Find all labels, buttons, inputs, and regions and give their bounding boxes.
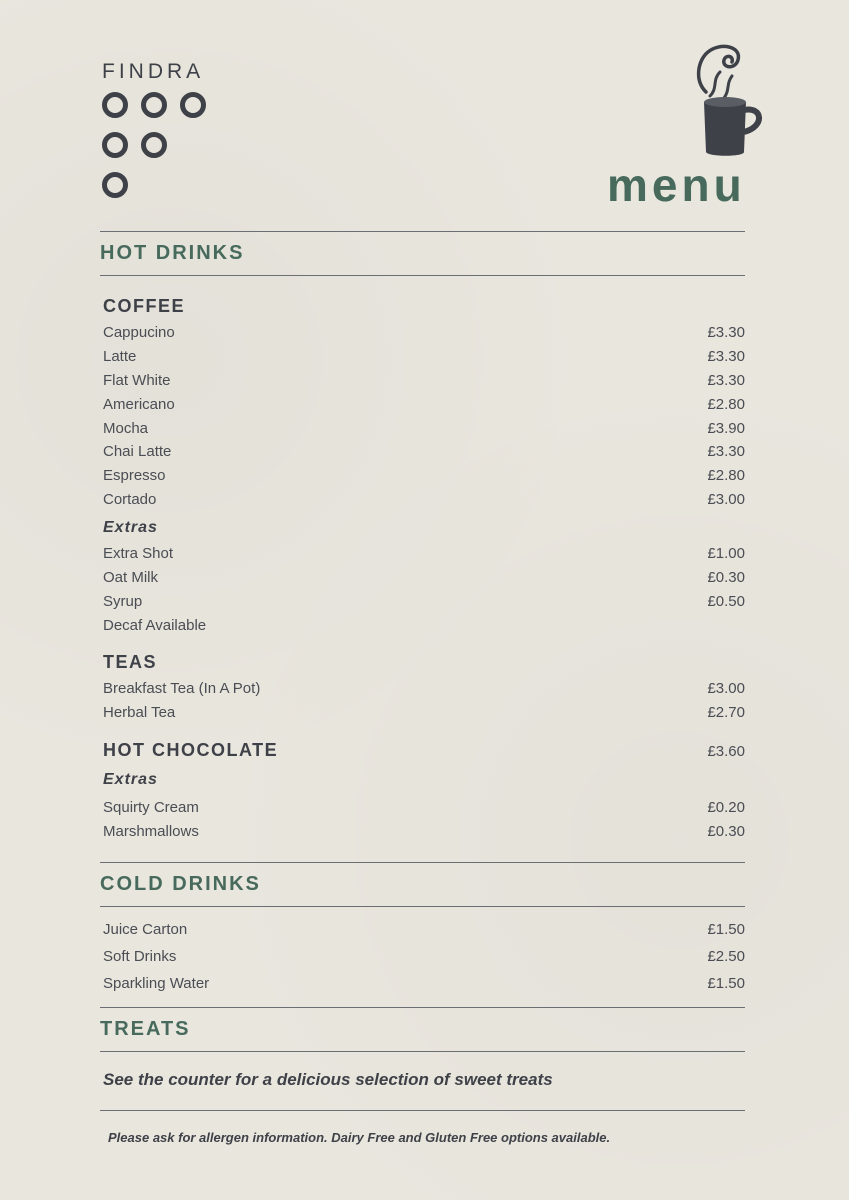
- brand-rings-logo: [102, 92, 212, 202]
- item-name: Breakfast Tea (In A Pot): [103, 680, 261, 697]
- item-name: Soft Drinks: [103, 948, 177, 965]
- item-price: £3.30: [707, 372, 745, 389]
- item-price: £3.00: [707, 491, 745, 508]
- menu-item: [103, 948, 745, 968]
- item-price: £3.00: [707, 680, 745, 697]
- item-price: £1.50: [707, 921, 745, 938]
- menu-title: menu: [607, 159, 746, 211]
- menu-item: [103, 467, 745, 487]
- subsection-title-coffee: COFFEE: [103, 296, 186, 316]
- menu-item: [103, 823, 745, 843]
- item-name: Cappucino: [103, 324, 175, 341]
- divider: [100, 1007, 745, 1008]
- ring-icon: [141, 132, 167, 158]
- extras-title: Extras: [103, 771, 158, 788]
- menu-item: [103, 324, 745, 344]
- brand-name: FINDRA: [102, 60, 205, 83]
- item-name: Chai Latte: [103, 443, 172, 460]
- divider: [100, 906, 745, 907]
- subsection-title-teas: TEAS: [103, 652, 158, 672]
- menu-item: [103, 545, 745, 565]
- menu-item: [103, 372, 745, 392]
- divider: [100, 1051, 745, 1052]
- item-price: £3.30: [707, 443, 745, 460]
- section-title-cold-drinks: COLD DRINKS: [100, 873, 261, 895]
- menu-logo: [600, 40, 770, 210]
- item-name: Juice Carton: [103, 921, 188, 938]
- item-name: Espresso: [103, 467, 166, 484]
- item-price: £3.90: [707, 420, 745, 437]
- ring-icon: [141, 92, 167, 118]
- allergen-note: Please ask for allergen information. Dairy Free and Gluten Free options available.: [108, 1130, 611, 1145]
- divider: [100, 1110, 745, 1111]
- item-name: Decaf Available: [103, 617, 207, 634]
- ring-icon: [102, 92, 128, 118]
- menu-item: [103, 799, 745, 819]
- item-price: £2.80: [707, 396, 745, 413]
- item-price: £0.30: [707, 569, 745, 586]
- item-price: £1.50: [707, 975, 745, 992]
- menu-item: [103, 617, 745, 637]
- item-price: £2.80: [707, 467, 745, 484]
- item-name: Flat White: [103, 372, 171, 389]
- item-price: £0.30: [707, 823, 745, 840]
- section-title-treats: TREATS: [100, 1018, 191, 1040]
- menu-item: [103, 569, 745, 589]
- item-name: Latte: [103, 348, 137, 365]
- ring-icon: [102, 132, 128, 158]
- hot-chocolate-price: £3.60: [707, 743, 745, 760]
- item-price: £0.50: [707, 593, 745, 610]
- subsection-title-hot-chocolate: HOT CHOCOLATE: [103, 740, 279, 760]
- menu-item: [103, 680, 745, 700]
- item-name: Oat Milk: [103, 569, 159, 586]
- menu-item: [103, 704, 745, 724]
- treats-description: See the counter for a delicious selection of sweet treats: [103, 1070, 553, 1089]
- item-name: Extra Shot: [103, 545, 174, 562]
- ring-icon: [180, 92, 206, 118]
- section-title-hot-drinks: HOT DRINKS: [100, 242, 245, 264]
- item-price: £1.00: [707, 545, 745, 562]
- coffee-mug-icon: [694, 40, 769, 165]
- item-name: Sparkling Water: [103, 975, 210, 992]
- extras-title: Extras: [103, 519, 158, 536]
- menu-item: [103, 420, 745, 440]
- brand: [102, 60, 204, 94]
- divider: [100, 862, 745, 863]
- item-name: Marshmallows: [103, 823, 199, 840]
- menu-item: [103, 396, 745, 416]
- divider: [100, 275, 745, 276]
- menu-item: [103, 975, 745, 995]
- item-name: Mocha: [103, 420, 149, 437]
- menu-item: [103, 348, 745, 368]
- divider: [100, 231, 745, 232]
- item-name: Syrup: [103, 593, 143, 610]
- item-price: £2.70: [707, 704, 745, 721]
- item-price: £3.30: [707, 348, 745, 365]
- item-name: Herbal Tea: [103, 704, 176, 721]
- menu-item: [103, 593, 745, 613]
- item-name: Americano: [103, 396, 175, 413]
- menu-item: [103, 443, 745, 463]
- item-price: £3.30: [707, 324, 745, 341]
- item-price: £0.20: [707, 799, 745, 816]
- item-name: Cortado: [103, 491, 157, 508]
- item-price: £2.50: [707, 948, 745, 965]
- menu-item: [103, 491, 745, 511]
- menu-item: [103, 921, 745, 941]
- item-name: Squirty Cream: [103, 799, 199, 816]
- ring-icon: [102, 172, 128, 198]
